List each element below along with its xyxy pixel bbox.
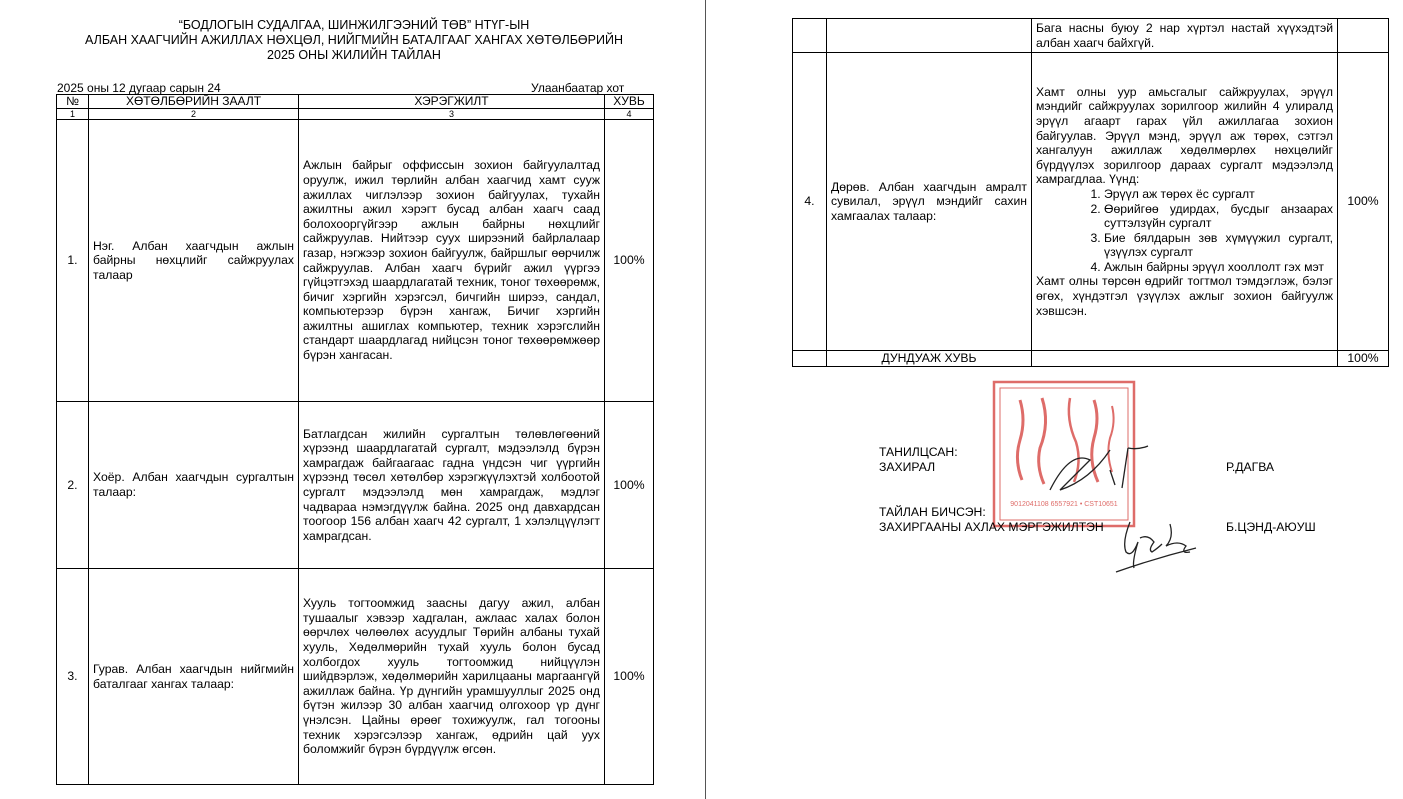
table-row — [57, 402, 654, 569]
title-line-3: 2025 ОНЫ ЖИЛИЙН ТАЙЛАН — [267, 48, 441, 62]
implementation-outro: Хамт олны төрсөн өдрийг тогтмол тэмдэглэж, бэлэг өгөх, хүндэтгэл үзүүлэх ажлыг зохион байгуулж хэвшсэн. — [1036, 274, 1333, 318]
row-implementation — [1032, 53, 1338, 351]
row-percent — [1338, 19, 1389, 53]
report-place: Улаанбаатар хот — [531, 81, 625, 95]
average-number — [793, 351, 827, 367]
report-date: 2025 оны 12 дугаар сарын 24 — [57, 81, 221, 95]
specialist-signature-icon — [1110, 512, 1220, 576]
index-4: 4 — [605, 109, 654, 120]
report-table — [56, 94, 654, 785]
director-signature-icon — [1040, 440, 1160, 500]
list-item: 3. Бие бялдарын зөв хүмүүжил сургалт, үзүүлэх сургалт — [1104, 231, 1333, 260]
specialist-name: Б.ЦЭНД-АЮУШ — [1226, 520, 1316, 534]
row-implementation: Хууль тогтоомжид заасны дагуу ажил, албан тушаалыг хэвээр хадгалан, ажлаас халах болон өөрчлөх чөлөөлөх асуудлыг Төрийн албаны тухай хууль, Хөдөлмөрийн тухай хууль болон бусад холбогдох хууль тогтоомжид нийцүүлэн шийдвэрлэж, хөдөлмөрийн харилцааны маргаангүй ажиллаж байна. Үр дүнгийн урамшууллыг 2025 онд бүтэн жилээр 30 албан хаагчид олгохоор үр дүнг үнэлсэн. Цайны өрөөг тохижуулж, гал тогооны техник хэрэгсэлээр хангаж, өдрийн цай уух боломжийг бүрэн бүрдүүлж өгсөн. — [299, 569, 605, 785]
stamp-text: 9012041108 6557921 • CST10651 — [1010, 501, 1118, 508]
header-objective: ХӨТӨЛБӨРИЙН ЗААЛТ — [89, 95, 299, 109]
row-implementation: Ажлын байрыг оффиссын зохион байгуулалтад оруулж, ижил төрлийн албан хаагчид хамт сууж ажиллах чиглэлээр зохион байгуулах, тухайн ажилтны ажил хэрэгт бусад албан хаагч саад болохооргүйгээр ажлын байрны нөхцлийг сайжруулав. Нийтээр суух ширээний байрлалаар газар, нэгжээр зохион байгуулж, байршлыг өөрчилж сайжруулав. Албан хаагч бүрийг ажил үүргээ гүйцэтгэхэд шаардлагатай техник, тоног төхөөрөмж, бичиг хэргийн хэрэгсэл, бичгийн ширээ, сандал, компьютерээр бүрэн хангаж, Бичиг хэргийн ажилтны ашиглах компьютер, техник хэрэгслийн стандарт шаардлагад нийцсэн тоног төхөөрөмжөөр бүрэн хангасан. — [299, 120, 605, 402]
table-index-row — [57, 109, 654, 120]
specialist-title: ЗАХИРГААНЫ АХЛАХ МЭРГЭЖИЛТЭН — [879, 520, 1104, 534]
row-percent: 100% — [605, 569, 654, 785]
row-objective: Хоёр. Албан хаагчдын сургалтын талаар: — [89, 402, 299, 569]
title-line-1: “БОДЛОГЫН СУДАЛГАА, ШИНЖИЛГЭЭНИЙ ТӨВ” НТҮГ-ЫН — [178, 18, 530, 32]
table-row — [793, 53, 1389, 351]
average-value: 100% — [1338, 351, 1389, 367]
row-implementation: Бага насны буюу 2 нар хүртэл настай хүүхэдтэй албан хаагч байхгүй. — [1032, 19, 1338, 53]
page-divider — [705, 0, 706, 799]
average-blank — [1032, 351, 1338, 367]
title-line-2: АЛБАН ХААГЧИЙН АЖИЛЛАХ НӨХЦӨЛ, НИЙГМИЙН БАТАЛГААГ ХАНГАХ ХӨТӨЛБӨРИЙН — [85, 33, 623, 47]
row-percent: 100% — [605, 120, 654, 402]
header-number: № — [57, 95, 89, 109]
row-objective: Гурав. Албан хаагчдын нийгмийн баталгааг хангах талаар: — [89, 569, 299, 785]
row-number: 2. — [57, 402, 89, 569]
row-number: 1. — [57, 120, 89, 402]
acquainted-label: ТАНИЛЦСАН: — [879, 445, 958, 459]
header-percent: ХУВЬ — [605, 95, 654, 109]
row-percent: 100% — [1338, 53, 1389, 351]
table-row — [793, 19, 1389, 53]
average-label: ДУНДУАЖ ХУВЬ — [827, 351, 1032, 367]
header-implementation: ХЭРЭГЖИЛТ — [299, 95, 605, 109]
table-row — [57, 569, 654, 785]
training-list — [1036, 187, 1333, 275]
written-label: ТАЙЛАН БИЧСЭН: — [879, 505, 986, 519]
average-row — [793, 351, 1389, 367]
row-percent: 100% — [605, 402, 654, 569]
report-title — [56, 18, 652, 63]
implementation-intro: Хамт олны уур амьсгалыг сайжруулах, эрүүл мэндийг сайжруулах зорилгоор жилийн 4 улиралд эрүүл агаарт гарах үйл ажиллагаа зохион байгуулав. Эрүүл мэнд, эрүүл аж төрөх, сэтгэл хангалуун ажиллаж хөдөлмөрлөх нөхцөлийг бүрдүүлэх зорилгоор дараах сургалт мэдээлэлд хамрагдлаа. Үүнд: — [1036, 84, 1333, 187]
director-title: ЗАХИРАЛ — [879, 460, 936, 474]
row-objective: Дөрөв. Албан хаагчдын амралт сувилал, эрүүл мэндийг сахин хамгаалах талаар: — [827, 53, 1032, 351]
list-item: 4. Ажлын байрны эрүүл хооллолт гэх мэт — [1104, 260, 1333, 275]
row-number — [793, 19, 827, 53]
index-2: 2 — [89, 109, 299, 120]
list-item: 2. Өөрийгөө удирдах, бусдыг анзаарах суттэлзүйн сургалт — [1104, 202, 1333, 231]
list-item: 1. Эрүүл аж төрөх ёс сургалт — [1104, 187, 1333, 202]
director-name: Р.ДАГВА — [1226, 460, 1275, 474]
row-implementation: Батлагдсан жилийн сургалтын төлөвлөгөөний хүрээнд шаардлагатай сургалт, мэдээлэлд бүрэн хамрагдаж байгаагаас гадна үндсэн чиг үүргийн хүрээнд төсөл хөтөлбөр хэрэгжүүлэхтэй холбоотой сургалт мэдээлэлд мөн хамрагдаж, мэдлэг чадвараа нэмэгдүүлж байна. 2025 онд давхардсан тоогоор 156 албан хаагч 42 сургалт, 1 хэлэлцүүлэгт хамрагдсан. — [299, 402, 605, 569]
index-1: 1 — [57, 109, 89, 120]
index-3: 3 — [299, 109, 605, 120]
row-number: 4. — [793, 53, 827, 351]
table-header-row — [57, 95, 654, 109]
table-row — [57, 120, 654, 402]
row-objective: Нэг. Албан хаагчдын ажлын байрны нөхцлийг сайжруулах талаар — [89, 120, 299, 402]
row-number: 3. — [57, 569, 89, 785]
report-table-continued — [792, 18, 1389, 367]
row-objective — [827, 19, 1032, 53]
